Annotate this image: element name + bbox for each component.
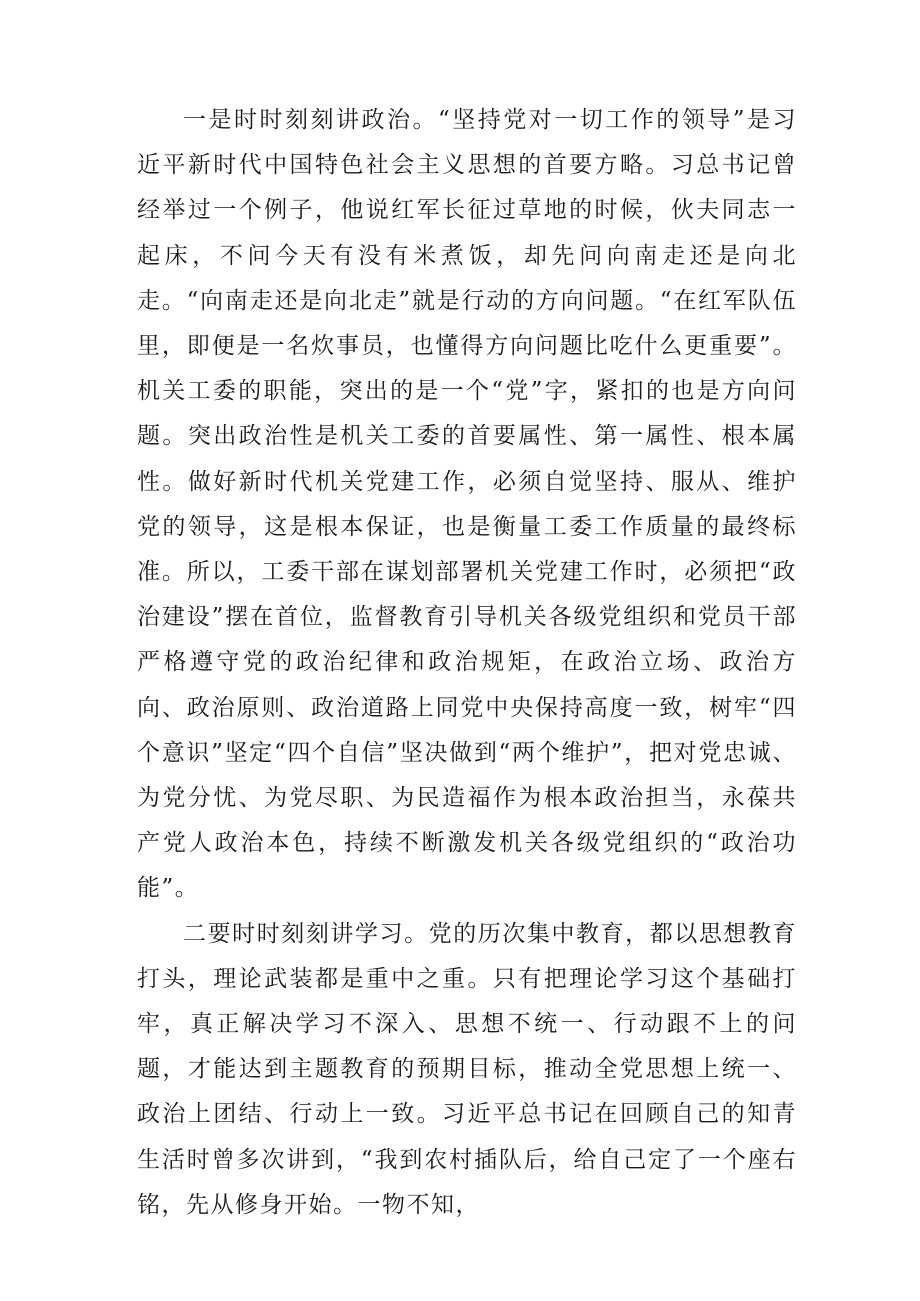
paragraph-study: 二要时时刻刻讲学习。党的历次集中教育，都以思想教育打头，理论武装都是重中之重。只有把理论学习这个基础打牢，真正解决学习不深入、思想不统一、行动跟不上的问题，才能达到主题教育的预期目标，推动全党思想上统一、政治上团结、行动上一致。习近平总书记在回顾自己的知青生活时曾多次讲到，“我到农村插队后，给自己定了一个座右铭，先从修身开始。一物不知， xyxy=(137,920,797,1218)
document-body xyxy=(137,98,797,1228)
paragraph-politics: 一是时时刻刻讲政治。“坚持党对一切工作的领导”是习近平新时代中国特色社会主义思想的首要方略。习总书记曾经举过一个例子，他说红军长征过草地的时候，伙夫同志一起床，不问今天有没有米煮饭，却先问向南走还是向北走。“向南走还是向北走”就是行动的方向问题。“在红军队伍里，即便是一名炊事员，也懂得方向问题比吃什么更重要”。机关工委的职能，突出的是一个“党”字，紧扣的也是方向问题。突出政治性是机关工委的首要属性、第一属性、根本属性。做好新时代机关党建工作，必须自觉坚持、服从、维护党的领导，这是根本保证，也是衡量工委工作质量的最终标准。所以，工委干部在谋划部署机关党建工作时，必须把“政治建设”摆在首位，监督教育引导机关各级党组织和党员干部严格遵守党的政治纪律和政治规矩，在政治立场、政治方向、政治原则、政治道路上同党中央保持高度一致，树牢“四个意识”坚定“四个自信”坚决做到“两个维护”，把对党忠诚、为党分忧、为党尽职、为民造福作为根本政治担当，永葆共产党人政治本色，持续不断激发机关各级党组织的“政治功能”。 xyxy=(137,107,797,902)
